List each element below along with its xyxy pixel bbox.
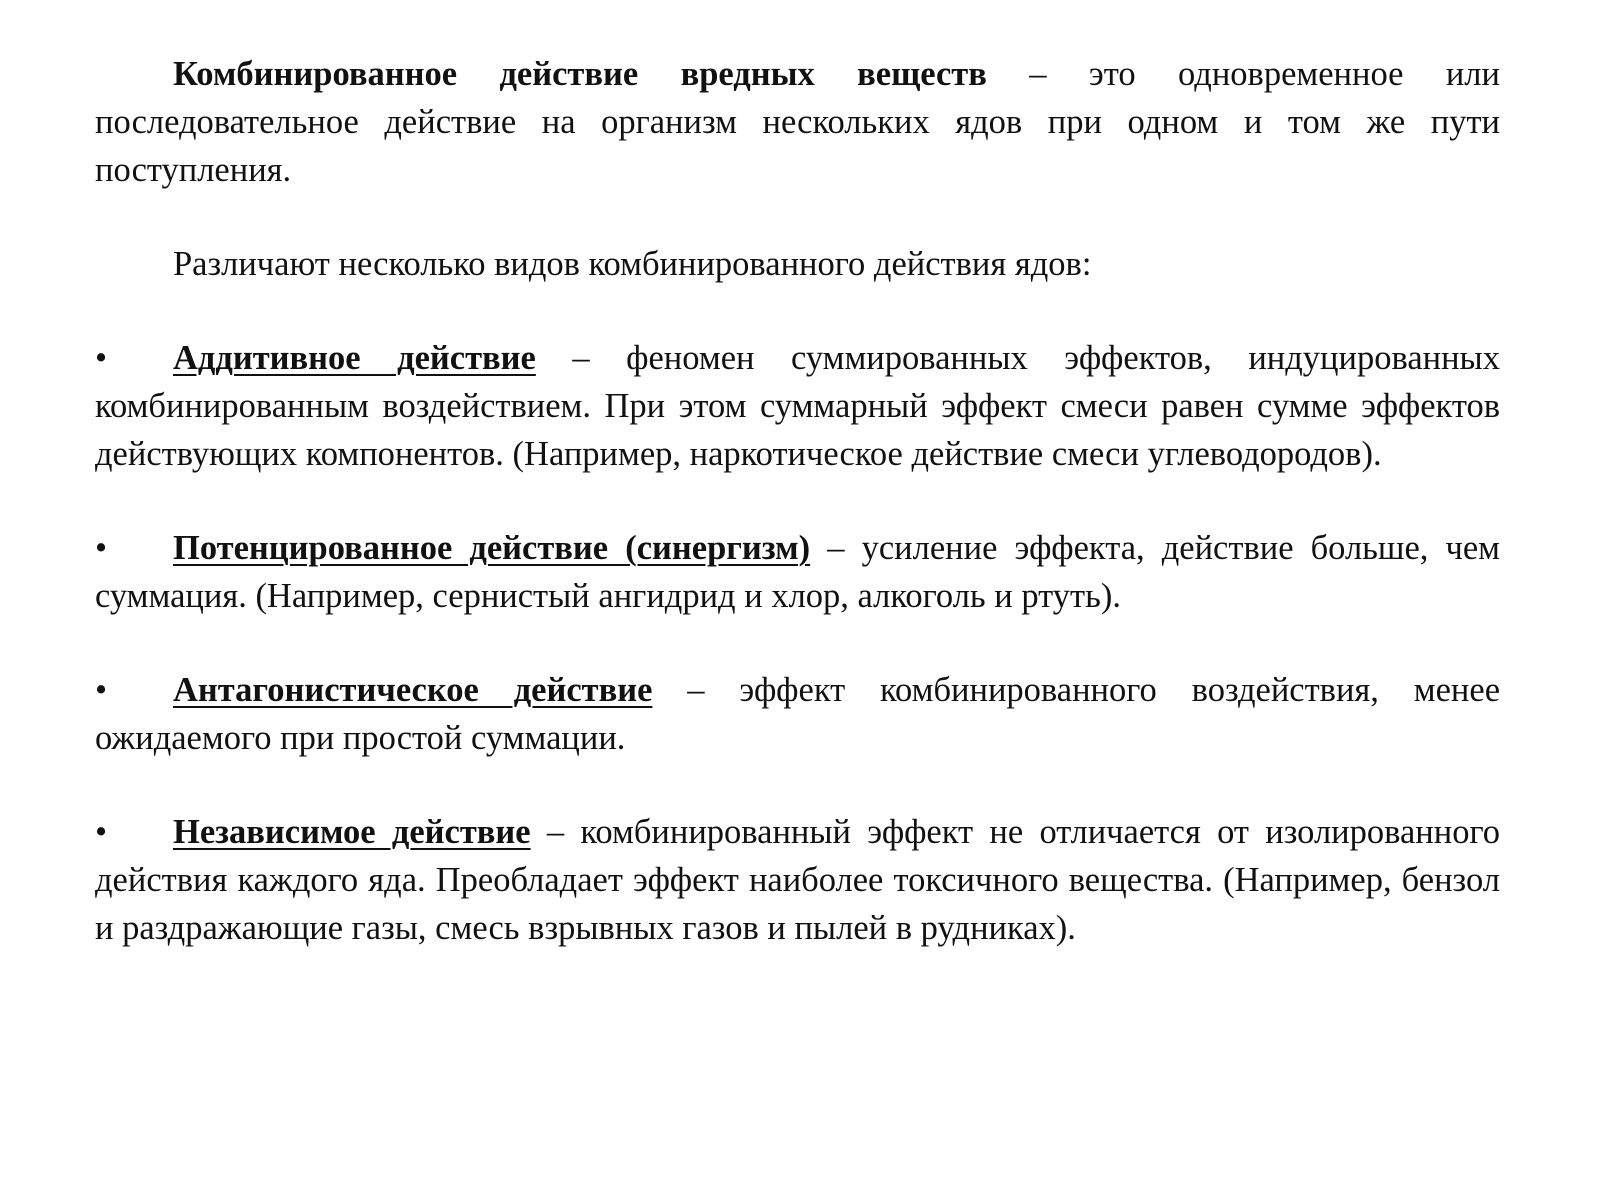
- intro-text: – это одновременное или последовательное действие на организм нескольких ядов при одном и том же пути поступления.: [95, 55, 1500, 189]
- intro-term: Комбинированное действие вредных веществ: [173, 55, 987, 93]
- list-item-additive: [95, 334, 1500, 478]
- item-term: Независимое действие: [173, 813, 531, 851]
- spacer: [95, 478, 1500, 524]
- intro-paragraph: [95, 50, 1500, 194]
- item-text: – эффект комбинированного воздействия, менее ожидаемого при простой суммации.: [95, 671, 1501, 757]
- list-item-potentiated: [95, 524, 1500, 620]
- list-item-antagonistic: [95, 666, 1500, 762]
- spacer: [95, 288, 1500, 334]
- item-term: Аддитивное действие: [173, 339, 536, 377]
- spacer: [95, 194, 1500, 240]
- bullet-icon: •: [95, 529, 108, 567]
- item-text: – феномен суммированных эффектов, индуцированных комбинированным воздействием. При этом суммарный эффект смеси равен сумме эффектов действующих компонентов. (Например, наркотическое действие смеси углеводородов).: [95, 339, 1500, 473]
- types-intro-paragraph: Различают несколько видов комбинированного действия ядов:: [173, 245, 1092, 283]
- item-text: – комбинированный эффект не отличается от изолированного действия каждого яда. Преобладает эффект наиболее токсичного вещества. (Например, бензол и раздражающие газы, смесь взрывных газов и пылей в рудниках).: [95, 813, 1501, 947]
- bullet-icon: •: [95, 671, 108, 709]
- document-page: [95, 50, 1500, 952]
- item-term: Антагонистическое действие: [173, 671, 653, 709]
- spacer: [95, 620, 1500, 666]
- bullet-icon: •: [95, 339, 108, 377]
- item-term: Потенцированное действие (синергизм): [173, 529, 811, 567]
- bullet-icon: •: [95, 813, 108, 851]
- item-text: – усиление эффекта, действие больше, чем суммация. (Например, сернистый ангидрид и хлор, алкоголь и ртуть).: [95, 529, 1500, 615]
- list-item-independent: [95, 808, 1500, 952]
- spacer: [95, 762, 1500, 808]
